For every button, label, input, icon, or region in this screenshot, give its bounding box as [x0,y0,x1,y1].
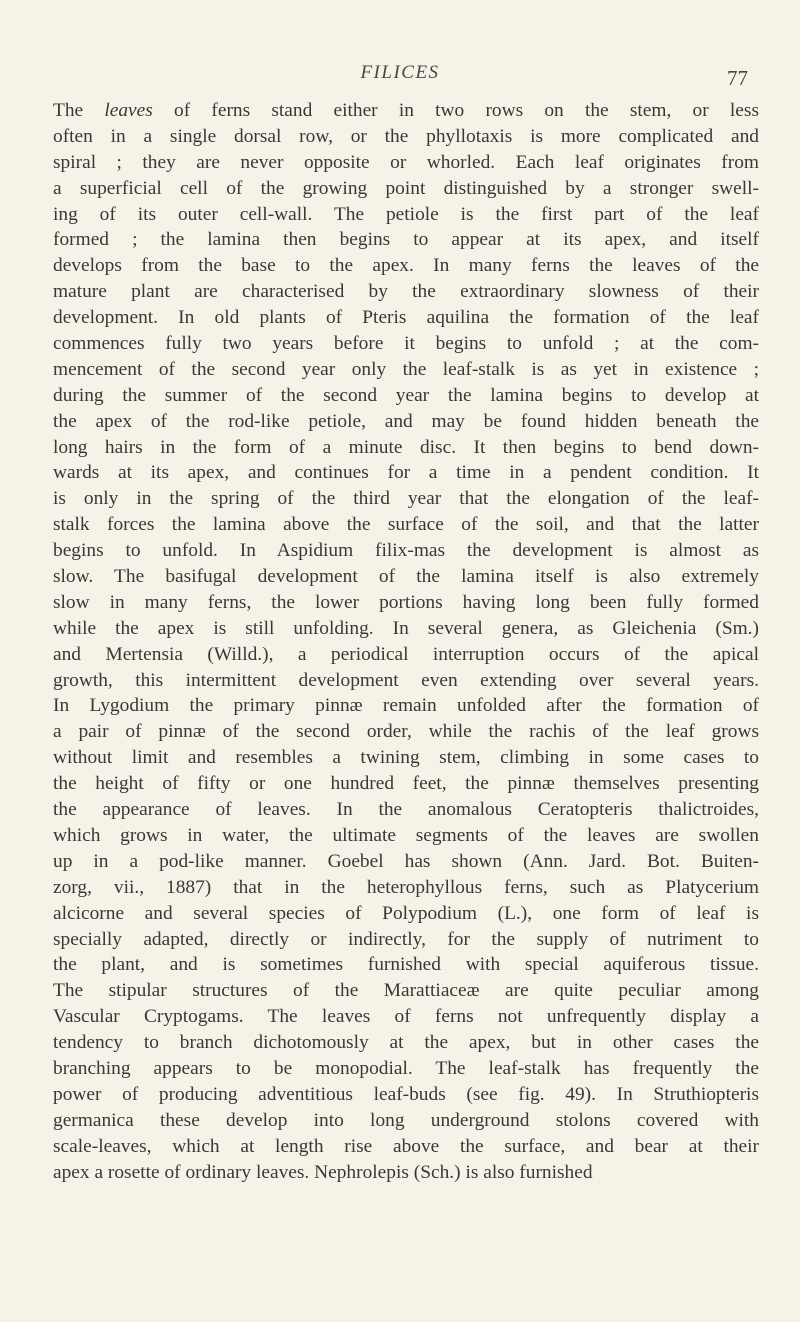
text-segment: alcicorne and several species of Polypodium (L.), one form of leaf is [53,902,759,924]
text-line [53,357,759,383]
text-segment: power of producing adventitious leaf-buds (see fig. 49). In Struthiopteris [53,1083,759,1105]
text-segment: The stipular structures of the Marattiaceæ are quite peculiar among [53,980,759,1002]
text-line [53,927,759,953]
text-line [53,124,759,150]
text-segment: spiral ; they are never opposite or whorled. Each leaf originates from [53,151,759,173]
text-line [53,590,759,616]
text-segment: up in a pod-like manner. Goebel has shown (Ann. Jard. Bot. Buiten- [53,850,759,872]
text-line [53,616,759,642]
text-line [53,460,759,486]
text-segment: mencement of the second year only the leaf-stalk is as yet in existence ; [53,358,759,380]
page-number: 77 [727,66,748,90]
text-line [53,98,759,124]
text-segment: branching appears to be monopodial. The leaf-stalk has frequently the [53,1057,759,1079]
text-segment: The [53,100,105,121]
text-segment: specially adapted, directly or indirectly, for the supply of nutriment to [53,928,759,950]
text-segment: apex a rosette of ordinary leaves. Nephrolepis (Sch.) is also furnished [53,1161,593,1183]
text-line [53,1030,759,1056]
text-segment: ing of its outer cell-wall. The petiole is the first part of the leaf [53,203,759,225]
text-line [53,693,759,719]
text-line [53,771,759,797]
text-segment: the appearance of leaves. In the anomalous Ceratopteris thalictroides, [53,799,759,821]
text-segment: long hairs in the form of a minute disc. It then begins to bend down- [53,436,759,458]
text-line [53,1108,759,1134]
text-segment: is only in the spring of the third year that the elongation of the leaf- [53,488,759,510]
text-segment: slow in many ferns, the lower portions having long been fully formed [53,591,759,613]
italic-term: leaves [104,100,153,121]
text-segment: Vascular Cryptogams. The leaves of ferns not unfrequently display a [53,1006,759,1028]
text-segment: formed ; the lamina then begins to appear at its apex, and itself [53,229,759,251]
text-line [53,435,759,461]
text-segment: and Mertensia (Willd.), a periodical interruption occurs of the apical [53,643,759,665]
text-line [53,668,759,694]
text-line [53,227,759,253]
text-segment: often in a single dorsal row, or the phyllotaxis is more complicated and [53,125,759,147]
text-segment: a superficial cell of the growing point distinguished by a stronger swell- [53,177,759,199]
text-line [53,875,759,901]
text-segment: begins to unfold. In Aspidium filix-mas the development is almost as [53,540,759,562]
running-title: FILICES [360,62,440,83]
text-line [53,823,759,849]
text-line [53,176,759,202]
text-line [53,331,759,357]
text-segment: In Lygodium the primary pinnæ remain unfolded after the formation of [53,695,759,717]
text-line [53,202,759,228]
text-line [53,952,759,978]
text-segment: commences fully two years before it begins to unfold ; at the com- [53,333,759,355]
text-line [53,150,759,176]
text-line [53,409,759,435]
text-line [53,901,759,927]
text-segment: while the apex is still unfolding. In several genera, as Gleichenia (Sm.) [53,617,759,639]
text-segment: tendency to branch dichotomously at the apex, but in other cases the [53,1032,759,1054]
text-line [53,849,759,875]
text-line [53,797,759,823]
text-line [53,719,759,745]
text-segment: stalk forces the lamina above the surface of the soil, and that the latter [53,514,759,536]
body-paragraph [53,98,759,1185]
text-line [53,253,759,279]
text-segment: germanica these develop into long underground stolons covered with [53,1109,759,1131]
text-line [53,1160,759,1186]
text-line [53,512,759,538]
text-line [53,538,759,564]
text-line [53,564,759,590]
text-line [53,1056,759,1082]
text-segment: mature plant are characterised by the extraordinary slowness of their [53,281,759,303]
text-segment: a pair of pinnæ of the second order, while the rachis of the leaf grows [53,721,759,743]
text-line [53,1004,759,1030]
text-segment: which grows in water, the ultimate segments of the leaves are swollen [53,824,759,846]
text-segment: the height of fifty or one hundred feet, the pinnæ themselves presenting [53,773,759,795]
text-segment: development. In old plants of Pteris aquilina the formation of the leaf [53,307,759,329]
text-segment: the plant, and is sometimes furnished with special aquiferous tissue. [53,954,759,976]
text-line [53,745,759,771]
text-segment: growth, this intermittent development even extending over several years. [53,669,759,691]
text-line [53,279,759,305]
text-line [53,642,759,668]
text-segment: wards at its apex, and continues for a time in a pendent condition. It [53,462,759,484]
text-segment: of ferns stand either in two rows on the stem, or less [152,100,759,121]
text-segment: zorg, vii., 1887) that in the heterophyllous ferns, such as Platycerium [53,876,759,898]
text-segment: during the summer of the second year the lamina begins to develop at [53,384,759,406]
text-line [53,978,759,1004]
text-segment: the apex of the rod-like petiole, and may be found hidden beneath the [53,410,759,432]
text-line [53,383,759,409]
text-line [53,1082,759,1108]
text-line [53,486,759,512]
text-line [53,1134,759,1160]
text-line [53,305,759,331]
text-segment: slow. The basifugal development of the lamina itself is also extremely [53,566,759,588]
text-segment: scale-leaves, which at length rise above the surface, and bear at their [53,1135,759,1157]
text-segment: without limit and resembles a twining stem, climbing in some cases to [53,747,759,769]
text-segment: develops from the base to the apex. In many ferns the leaves of the [53,255,759,277]
